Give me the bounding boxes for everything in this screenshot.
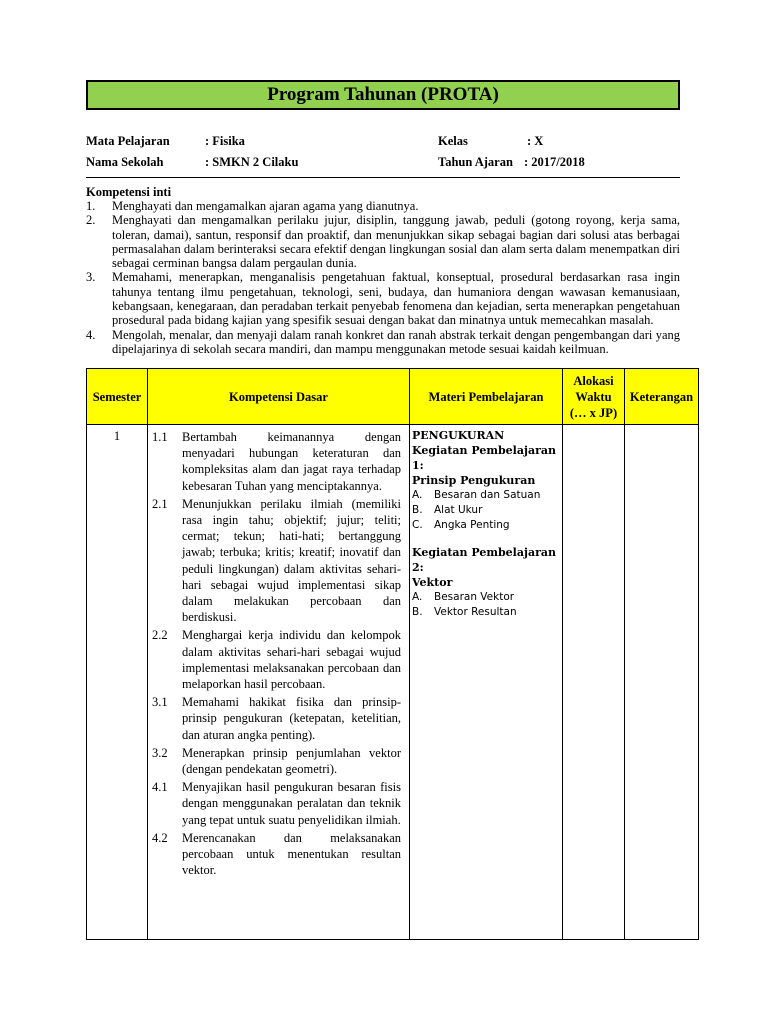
kd-item [152,694,401,743]
header-alokasi-line1: Alokasi [573,373,614,388]
kegiatan-2-subtitle: Vektor [412,576,453,589]
header-materi: Materi Pembelajaran [410,369,563,425]
kd-number: 2.1 [152,496,168,511]
ki-item [86,199,680,213]
ki-number: 2. [86,213,96,228]
materi-subitem [412,503,560,518]
cell-alokasi [563,425,625,940]
ki-item [86,270,680,327]
ki-text: Menghayati dan mengamalkan perilaku jujur, disiplin, tanggung jawab, peduli (gotong royong, kerja sama, toleran, damai), santun, responsif dan proaktif, dan menunjukkan sikap sebagai bagian dari solusi atas berbagai permasalahan dalam berinteraksi secara efektif dengan lingkungan sosial dan alam serta dalam menempatkan diri sebagai cerminan bangsa dalam pergaulan dunia. [112,213,680,271]
kd-number: 3.1 [152,695,168,710]
header-kompetensi-dasar: Kompetensi Dasar [148,369,410,425]
cell-keterangan [625,425,699,940]
ki-text: Memahami, menerapkan, menganalisis pengetahuan faktual, konseptual, prosedural berdasarkan rasa ingin tahunya tentang ilmu pengetahuan, teknologi, seni, budaya, dan humaniora dengan wawasan kemanusiaan, kebangsaan, kenegaraan, dan peradaban terkait penyebab fenomena dan kejadian, serta menerapkan pengetahuan prosedural pada bidang kajian yang spesifik sesuai dengan bakat dan minatnya untuk memecahkan masalah. [112,270,680,328]
kd-item [152,429,401,494]
cell-semester: 1 [87,425,148,940]
materi-subitem-letter: B. [412,504,423,516]
prota-table [86,368,699,940]
ki-heading: Kompetensi inti [86,185,172,199]
table-row [87,425,699,940]
materi-subitem [412,590,560,605]
kegiatan-1-subtitle: Prinsip Pengukuran [412,474,536,487]
kd-item [152,779,401,828]
mapel-value: : Fisika [205,134,245,148]
mapel-label: Mata Pelajaran [86,134,170,148]
kd-item [152,830,401,879]
kd-text: Memahami hakikat fisika dan prinsip-prinsip pengukuran (ketepatan, ketelitian, dan aturan angka penting). [182,695,401,742]
materi-subitem-text: Angka Penting [434,519,510,531]
materi-subitem-text: Besaran Vektor [434,591,515,603]
kd-text: Menunjukkan perilaku ilmiah (memiliki rasa ingin tahu; objektif; jujur; teliti; cermat; tekun; hati-hati; bertanggung jawab; terbuka; kritis; kreatif; inovatif dan peduli lingkungan) dalam aktivitas sehari-hari sebagai wujud implementasi sikap dalam melakukan percobaan dan berdiskusi. [182,496,401,625]
ki-number: 1. [86,199,96,213]
ki-list [86,199,680,356]
kd-number: 4.1 [152,780,168,795]
kd-item [152,627,401,692]
ki-item [86,213,680,270]
ki-text: Menghayati dan mengamalkan ajaran agama yang dianutnya. [112,199,419,213]
materi-subitem-letter: A. [412,489,423,501]
kd-number: 4.2 [152,830,168,845]
materi-topic: PENGUKURAN [412,429,505,442]
ki-number: 3. [86,270,96,285]
ki-number: 4. [86,327,96,342]
sekolah-label: Nama Sekolah [86,155,164,169]
divider [86,177,680,178]
kd-number: 1.1 [152,430,168,444]
header-alokasi-line3: (… x JP) [569,405,618,420]
kelas-value: : X [527,134,544,148]
title-box [86,80,680,110]
ki-text: Mengolah, menalar, dan menyaji dalam ranah konkret dan ranah abstrak terkait dengan pengembangan dari yang dipelajarinya di sekolah secara mandiri, dan mampu menggunakan metode sesuai kaidah keilmuan. [112,327,680,356]
cell-kompetensi-dasar [148,425,410,940]
materi-subitem [412,488,560,503]
materi-subitem-letter: C. [412,519,423,531]
header-alokasi [563,369,625,425]
materi-subitem-text: Besaran dan Satuan [434,489,541,501]
sekolah-value: : SMKN 2 Cilaku [205,155,299,169]
kelas-label: Kelas [438,134,468,148]
tahun-label: Tahun Ajaran [438,155,513,169]
kd-text: Bertambah keimanannya dengan menyadari hubungan keteraturan dan kompleksitas alam dan jagat raya terhadap kebesaran Tuhan yang menciptakannya. [182,430,401,493]
materi-subitem-text: Alat Ukur [434,504,483,516]
header-alokasi-line2: Waktu [575,389,612,404]
kd-number: 3.2 [152,745,168,760]
cell-materi [410,425,563,940]
kegiatan-2-title: Kegiatan Pembelajaran 2: [412,546,556,574]
tahun-value: : 2017/2018 [524,155,585,169]
table-header-row [87,369,699,425]
kd-text: Menyajikan hasil pengukuran besaran fisis dengan menggunakan peralatan dan teknik yang tepat untuk suatu penyelidikan ilmiah. [182,780,401,827]
header-semester: Semester [87,369,148,425]
kd-item [152,496,401,626]
kd-text: Merencanakan dan melaksanakan percobaan untuk menentukan resultan vektor. [182,830,401,878]
kd-item [152,745,401,777]
materi-subitem-letter: A. [412,591,423,603]
header-keterangan: Keterangan [625,369,699,425]
materi-subitem [412,605,560,620]
ki-item [86,328,680,357]
page-title: Program Tahunan (PROTA) [267,84,499,105]
kd-number: 2.2 [152,628,168,643]
materi-subitem-letter: B. [412,606,423,618]
materi-subitem [412,518,560,533]
kd-text: Menerapkan prinsip penjumlahan vektor (dengan pendekatan geometri). [182,745,401,777]
materi-subitem-text: Vektor Resultan [434,606,517,618]
kd-text: Menghargai kerja individu dan kelompok dalam aktivitas sehari-hari sebagai wujud implementasi melaksanakan percobaan dan melaporkan hasil percobaan. [182,628,401,692]
kegiatan-1-title: Kegiatan Pembelajaran 1: [412,444,556,472]
